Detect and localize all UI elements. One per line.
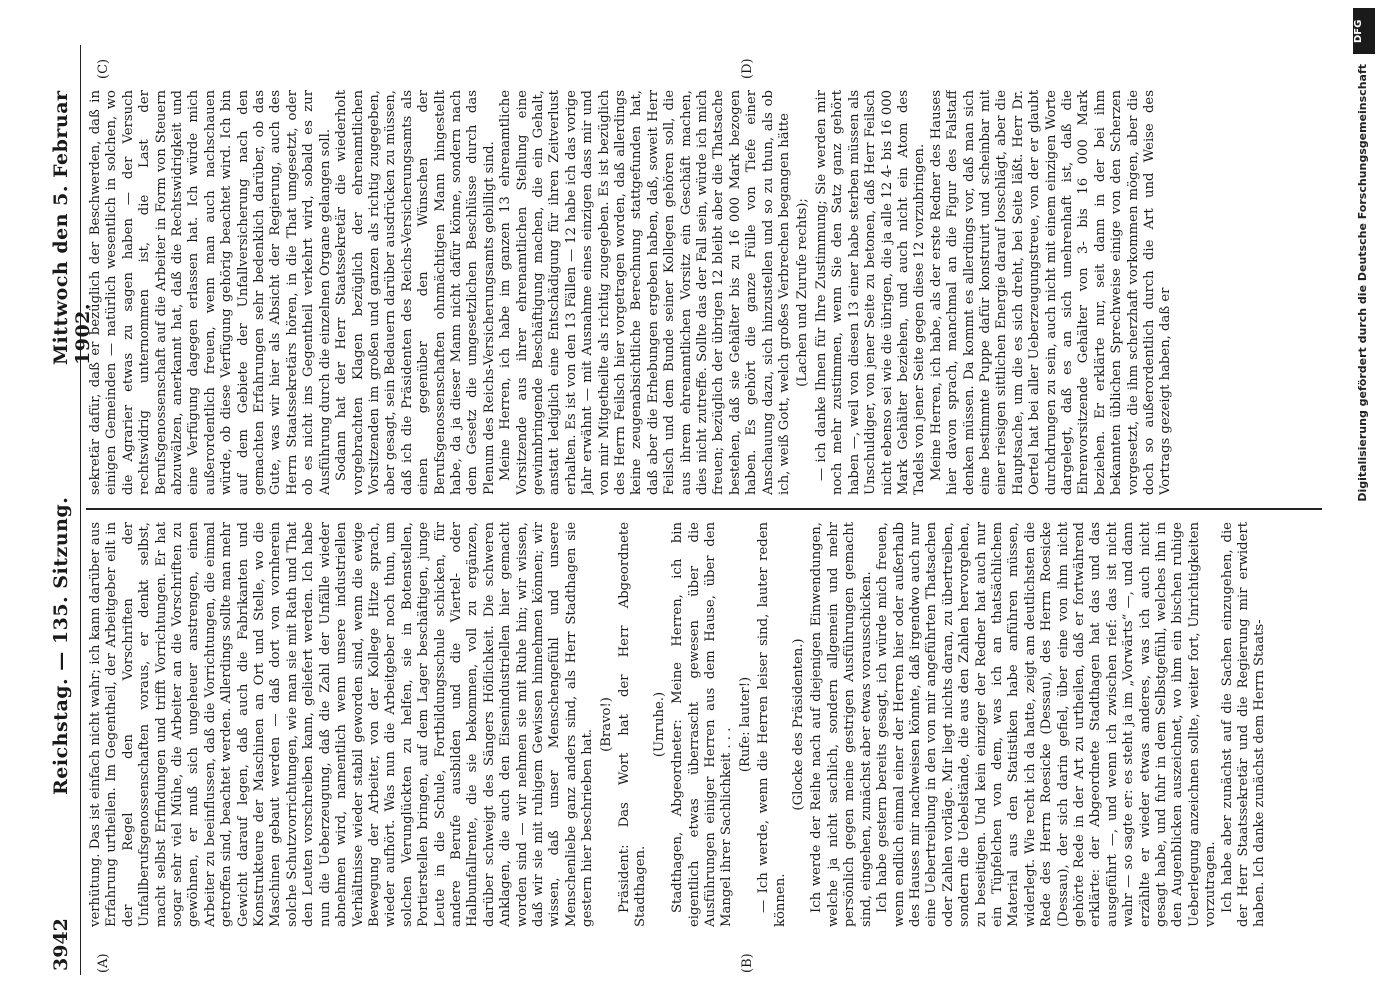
paragraph: verhütung. Das ist einfach nicht wahr; ich kann darüber aus Erfahrung urtheilen. Im Gegentheil, der Arbeitgeber eilt in der Regel den Vorschriften der Unfallberufsgenossenschaften voraus, er denkt selbst, macht selbst Erfindungen und trifft Vorrichtungen. Er hat sogar sehr viel Mühe, die Arbeiter an die Vorschriften zu gewöhnen, er muß sich ungeheuer anstrengen, einen Arbeiter zu beeinflussen, daß die Vorrichtungen, die einmal getroffen sind, beachtet werden. Allerdings sollte man mehr Gewicht darauf legen, daß auch die Fabrikanten und Konstrukteure der Maschinen an Ort und Stelle, wo die Maschinen gebaut werden — daß dort von vornherein solche Schutzvorrichtungen, wie man sie mit Rath und That den Leuten vorschreiben kann, geliefert werden. Ich habe nun die Ueberzeugung, daß die Zahl der Unfälle wieder abnehmen wird, namentlich wenn unsere industriellen Verhältnisse wieder stabil geworden sind, wenn die ewige Bewegung der Arbeiter, von der Kollege Hitze sprach, wieder aufhört. Was nun die Arbeitgeber noch thun, um solchen Verunglückten zu helfen, sie in Botenstellen, Portierstellen bringen, auf dem Lager beschäftigen, junge Leute in die Schule, Fortbildungsschule schicken, für andere Berufe ausbilden und die Viertel- oder Halbunfallrente, die sie bekommen, voll zu ergänzen, darüber schweigt des Sängers Höflichkeit. Die schweren Anklagen, die auch den Eisenindustriellen hier gemacht worden sind — wir nehmen sie mit Ruhe hin; wir wissen, daß wir sie mit ruhigem Gewissen hinnehmen können; wir wissen, daß unser Menschengefühl und unsere Menschenliebe ganz anders sind, als Herr Stadthagen sie gestern hier beschrieben hat. <box>88 522 596 927</box>
paragraph: Stadthagen, Abgeordneter: Meine Herren, ich bin eigentlich etwas überrascht gewesen über die Ausführungen einiger Herren aus dem Hause, über den Mangel ihrer Sachlichkeit . . . <box>670 522 735 927</box>
document-page <box>40 45 1330 975</box>
digitization-credit <box>1350 8 1380 992</box>
margin-letter-b: (B) <box>740 953 755 973</box>
margin-letter-c: (C) <box>96 58 111 79</box>
right-column <box>88 90 1318 495</box>
paragraph: — Ich werde, wenn die Herren leiser sind, lauter reden können. <box>756 522 788 927</box>
paragraph: sekretär dafür, daß er bezüglich der Beschwerden, daß in einigen Gemeinden — natürlich wesentlich in solchen, wo die Agrarier etwas zu sagen haben — der Versuch rechtswidrig unternommen ist, die Last der Berufsgenossenschaft auf die Arbeiter in Form von Steuern abzuwälzen, anerkannt hat, daß die Rechtswidrigkeit und eine Verfügung dagegen erlassen hat. Ich würde mich außerordentlich freuen, wenn man auch nachschauen würde, ob diese Verfügung gehörig beachtet wird. Ich bin auf dem Gebiete der Unfallversicherung nach den gemachten Erfahrungen sehr bedenklich darüber, ob das Gute, was wir hier als Absicht der Regierung, auch des Herrn Staatssekretärs hören, in die That umgesetzt, oder ob es nicht ins Gegentheil verkehrt wird, sobald es zur Ausführung durch die einzelnen Organe gelangen soll. <box>88 90 333 495</box>
margin-letter-a: (A) <box>96 953 111 973</box>
column-divider <box>86 509 1322 511</box>
interjection: (Bravo!) <box>598 697 614 752</box>
paragraph: Sodann hat der Herr Staatssekretär die wiederholt vorgebrachten Klagen bezüglich der ehrenamtlichen Vorsitzenden im großen und ganzen als richtig zugegeben, aber gesagt, sein Bedauern darüber ausdrücken zu müssen, daß ich die Präsidenten des Reichs-Versicherungsamts als einen gegenüber den Wünschen der Berufsgenossenschaften ohnmächtigen Mann hingestellt habe, da ja dieser Mann nicht dafür könne, sondern nach dem Gesetz die umgesetzlichen Beschlüsse durch das Plenum des Reichs-Versicherungsamts gebilligt sind. <box>334 90 497 495</box>
paragraph: Ich habe aber zunächst auf die Sachen einzugehen, die der Herr Staatssekretär und die Regierung mir erwidert haben. Ich danke zunächst dem Herrn Staats- <box>1219 522 1268 927</box>
paragraph: Ich werde der Reihe nach auf diejenigen Einwendungen, welche ja nicht sachlich, sondern allgemein und mehr persönlich gegen meine gestrigen Ausführungen gemacht sind, eingehen, zunächst aber etwas vorausschicken. <box>809 522 874 927</box>
paragraph: Präsident: Das Wort hat der Herr Abgeordnete Stadthagen. <box>617 522 649 927</box>
interjection: (Lachen und Zurufe rechts); <box>795 198 811 387</box>
paragraph: Ich habe gestern bereits gesagt, ich würde mich freuen, wenn endlich einmal einer der Herren hier oder außerhalb des Hauses mir nachweisen könnte, daß irgendwo auch nur eine Uebertreibung in den von mir angeführten Thatsachen oder Zahlen vorläge. Mir liegt nichts daran, zu übertreiben, sondern die Uebelstände, die aus den Zahlen hervorgehen, zu beseitigen. Und kein einziger der Redner hat auch nur ein Tüpfelchen von dem, was ich an thatsächlichem Material aus den Statistiken habe anführen müssen, widerlegt. Wie recht ich da hatte, zeigt am deutlichsten die Rede des Herrn Roesicke (Dessau), des Herrn Roesicke (Dessau), der sich darin gefiel, über eine von ihm nicht gehörte Rede in der Art zu urtheilen, daß er fortwährend erklärte: der Abgeordnete Stadthagen hat das und das ausgeführt —, und wenn ich zwischen rief: das ist nicht wahr — so sagte er: es steht ja im „Vorwärts“ —, und dann erzählte er wieder etwas anderes, was ich auch nicht gesagt habe, und fuhr in dem Selbstgefühl, welches ihn in den Augenblicken auszeichnet, wo ihm ein bischen ruhige Ueberlegung anzeichnen sollte, weiter fort, Unrichtigkeiten vorzutragen. <box>875 522 1219 927</box>
page-number: 3942 <box>50 918 72 971</box>
dfg-logo: DFG <box>1353 8 1375 54</box>
interjection: (Unruhe.) <box>651 691 667 758</box>
margin-letter-d: (D) <box>740 58 755 79</box>
credit-text: Digitalisierung gefördert durch die Deutsche Forschungsgemeinschaft <box>1356 64 1369 502</box>
session-title: Reichstag. — 135. Sitzung. <box>50 496 72 795</box>
left-column <box>88 522 1318 927</box>
interjection: (Rufe: lauter!) <box>737 676 753 773</box>
paragraph: — ich danke Ihnen für Ihre Zustimmung; Sie werden mir noch mehr zustimmen, wenn Sie den Satz ganz gehört haben —, weil von diesen 13 einer habe sterben müssen als Unschuldiger, von jener Seite zu betonen, daß Herr Feilsch nicht ebenso sei wie die übrigen, die ja alle 12 4- bis 16 000 Mark Gehälter beziehen, und auch nicht ein Atom des Tadels von jener Seite gegen diese 12 vorzubringen. <box>813 90 928 495</box>
interjection: (Glocke des Präsidenten.) <box>791 638 807 811</box>
paragraph: Meine Herren, ich habe im ganzen 13 ehrenamtliche Vorsitzende aus ihrer ehrenamtlichen Stellung eine gewinnbringende Beschäftigung machen, die ein Gehalt, anstatt lediglich eine Entschädigung für ihren Zeitverlust erhalten. Es ist von den 13 Fällen — 12 habe ich das vorige Jahr erwähnt — mit Ausnahme eines einzigen dass mir und von mir Mitgetheilte als richtig zugegeben. Es ist bezüglich des Herrn Feilsch hier vorgetragen worden, daß allerdings keine zeugenabsichtliche Berechnung stattgefunden hat, daß aber die Erhebungen ergeben haben, daß, soweit Herr Feilsch und dem Bunde seiner Kollegen gehören soll, die aus ihrem ehrenamtlichen Vorsitz ein Geschäft machen, dies nicht zutreffe. Sollte das der Fall sein, würde ich mich freuen; bezüglich der übrigen 12 bleibt aber die Thatsache bestehen, daß sie Gehälter bis zu 16 000 Mark bezogen haben. Es gehört die ganze Fülle von Tiefe einer Anschauung dazu, sich hinzustellen und so zu thun, als ob ich, weiß Gott, welch großes Verbrechen begangen hätte <box>498 90 793 495</box>
session-date: Mittwoch den 5. Februar 1902. <box>50 90 94 365</box>
paragraph: Meine Herren, ich habe, als der erste Redner des Hauses hier davon sprach, manchmal an die Figur des Falstaff denken müssen. Da kommt es allerdings vor, daß man sich eine bestimmte Puppe dafür konstruirt und scheinbar mit einer riesigen sittlichen Energie darauf losschlägt, aber die Hauptsache, um die es sich dreht, bei Seite läßt. Herr Dr. Oertel hat bei aller Ueberzeugungstreue, von der er glaubt durchdrungen zu sein, auch nicht mit einem einzigen Worte dargelegt, daß es an sich unehrenhaft ist, daß die Ehrenvorsitzende Gehälter von 3- bis 16 000 Mark beziehen. Er erklärte nur, seit dann in der bei ihm bekannten üblichen Sprechweise einige von den Scherzen vorgesetzt, die ihm scherzhaft vorkommen mögen, aber die doch so außerordentlich durch die Art und Weise des Vortrags gezeigt haben, daß er <box>928 90 1174 495</box>
page-header <box>40 45 94 975</box>
